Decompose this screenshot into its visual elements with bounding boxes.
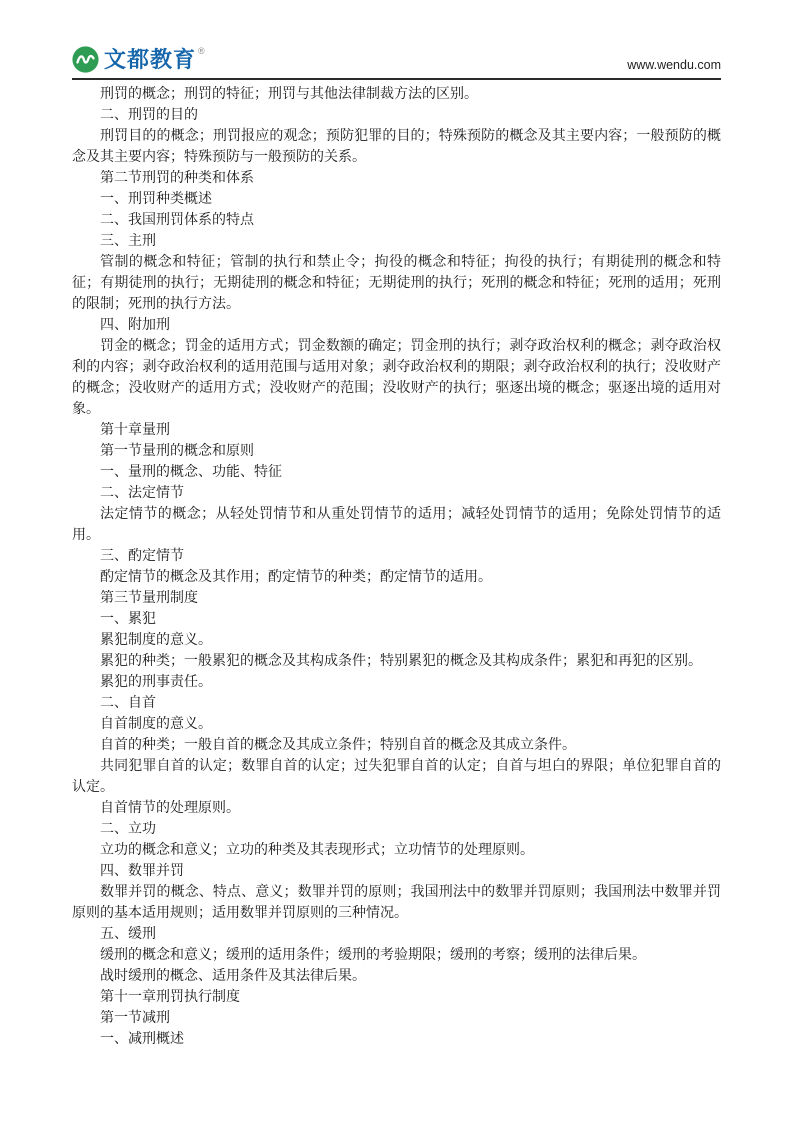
document-paragraph: 自首的种类；一般自首的概念及其成立条件；特别自首的概念及其成立条件。: [100, 738, 576, 753]
document-paragraph: 四、数罪并罚: [100, 864, 184, 879]
document-paragraph: 立功的概念和意义；立功的种类及其表现形式；立功情节的处理原则。: [100, 843, 534, 858]
document-paragraph: 缓刑的概念和意义；缓刑的适用条件；缓刑的考验期限；缓刑的考察；缓刑的法律后果。: [100, 948, 646, 963]
document-paragraph: 第十章量刑: [100, 423, 170, 438]
document-paragraph: 五、缓刑: [100, 927, 156, 942]
document-paragraph: 刑罚目的的概念；刑罚报应的观念；预防犯罪的目的；特殊预防的概念及其主要内容；一般预防的概念及其主要内容；特殊预防与一般预防的关系。: [72, 129, 721, 165]
document-body: [72, 80, 721, 1050]
document-paragraph: 酌定情节的概念及其作用；酌定情节的种类；酌定情节的适用。: [100, 570, 492, 585]
document-paragraph: 数罪并罚的概念、特点、意义；数罪并罚的原则；我国刑法中的数罪并罚原则；我国刑法中数罪并罚原则的基本适用规则；适用数罪并罚原则的三种情况。: [72, 885, 721, 921]
document-paragraph: 第十一章刑罚执行制度: [100, 990, 240, 1005]
document-paragraph: 罚金的概念；罚金的适用方式；罚金数额的确定；罚金刑的执行；剥夺政治权利的概念；剥夺政治权利的内容；剥夺政治权利的适用范围与适用对象；剥夺政治权利的期限；剥夺政治权利的执行；没收财产的概念；没收财产的适用方式；没收财产的范围；没收财产的执行；驱逐出境的概念；驱逐出境的适用对象。: [72, 339, 721, 417]
document-paragraph: 一、减刑概述: [100, 1032, 184, 1047]
document-paragraph: 第一节量刑的概念和原则: [100, 444, 254, 459]
document-paragraph: 累犯的种类；一般累犯的概念及其构成条件；特别累犯的概念及其构成条件；累犯和再犯的区别。: [100, 654, 702, 669]
document-paragraph: 第二节刑罚的种类和体系: [100, 171, 254, 186]
page-header: [72, 46, 721, 80]
document-paragraph: 二、自首: [100, 696, 156, 711]
document-paragraph: 第一节减刑: [100, 1011, 170, 1026]
document-paragraph: 四、附加刑: [100, 318, 170, 333]
document-paragraph: 管制的概念和特征；管制的执行和禁止令；拘役的概念和特征；拘役的执行；有期徒刑的概念和特征；有期徒刑的执行；无期徒刑的概念和特征；无期徒刑的执行；死刑的概念和特征；死刑的适用；死刑的限制；死刑的执行方法。: [72, 255, 721, 312]
document-paragraph: 三、酌定情节: [100, 549, 184, 564]
document-paragraph: 二、我国刑罚体系的特点: [100, 213, 254, 228]
document-paragraph: 刑罚的概念；刑罚的特征；刑罚与其他法律制裁方法的区别。: [100, 87, 478, 102]
document-paragraph: 自首情节的处理原则。: [100, 801, 240, 816]
document-paragraph: 三、主刑: [100, 234, 156, 249]
document-paragraph: 二、法定情节: [100, 486, 184, 501]
document-paragraph: 一、刑罚种类概述: [100, 192, 212, 207]
document-paragraph: 自首制度的意义。: [100, 717, 212, 732]
document-paragraph: 累犯制度的意义。: [100, 633, 212, 648]
document-paragraph: 法定情节的概念；从轻处罚情节和从重处罚情节的适用；减轻处罚情节的适用；免除处罚情节的适用。: [72, 507, 721, 543]
document-paragraph: 一、量刑的概念、功能、特征: [100, 465, 282, 480]
document-paragraph: 第三节量刑制度: [100, 591, 198, 606]
wendu-logo-text: 文都教育: [104, 47, 197, 72]
wendu-logo-icon: [72, 46, 99, 73]
document-paragraph: 共同犯罪自首的认定；数罪自首的认定；过失犯罪自首的认定；自首与坦白的界限；单位犯罪自首的认定。: [72, 759, 721, 795]
document-paragraph: 累犯的刑事责任。: [100, 675, 212, 690]
wendu-logo: [72, 46, 205, 73]
document-paragraph: 战时缓刑的概念、适用条件及其法律后果。: [100, 969, 366, 984]
document-paragraph: 二、立功: [100, 822, 156, 837]
website-url: www.wendu.com: [627, 58, 721, 72]
registered-trademark-symbol: ®: [198, 46, 205, 56]
document-paragraph: 二、刑罚的目的: [100, 108, 198, 123]
document-paragraphs: [72, 84, 721, 1050]
document-paragraph: 一、累犯: [100, 612, 156, 627]
